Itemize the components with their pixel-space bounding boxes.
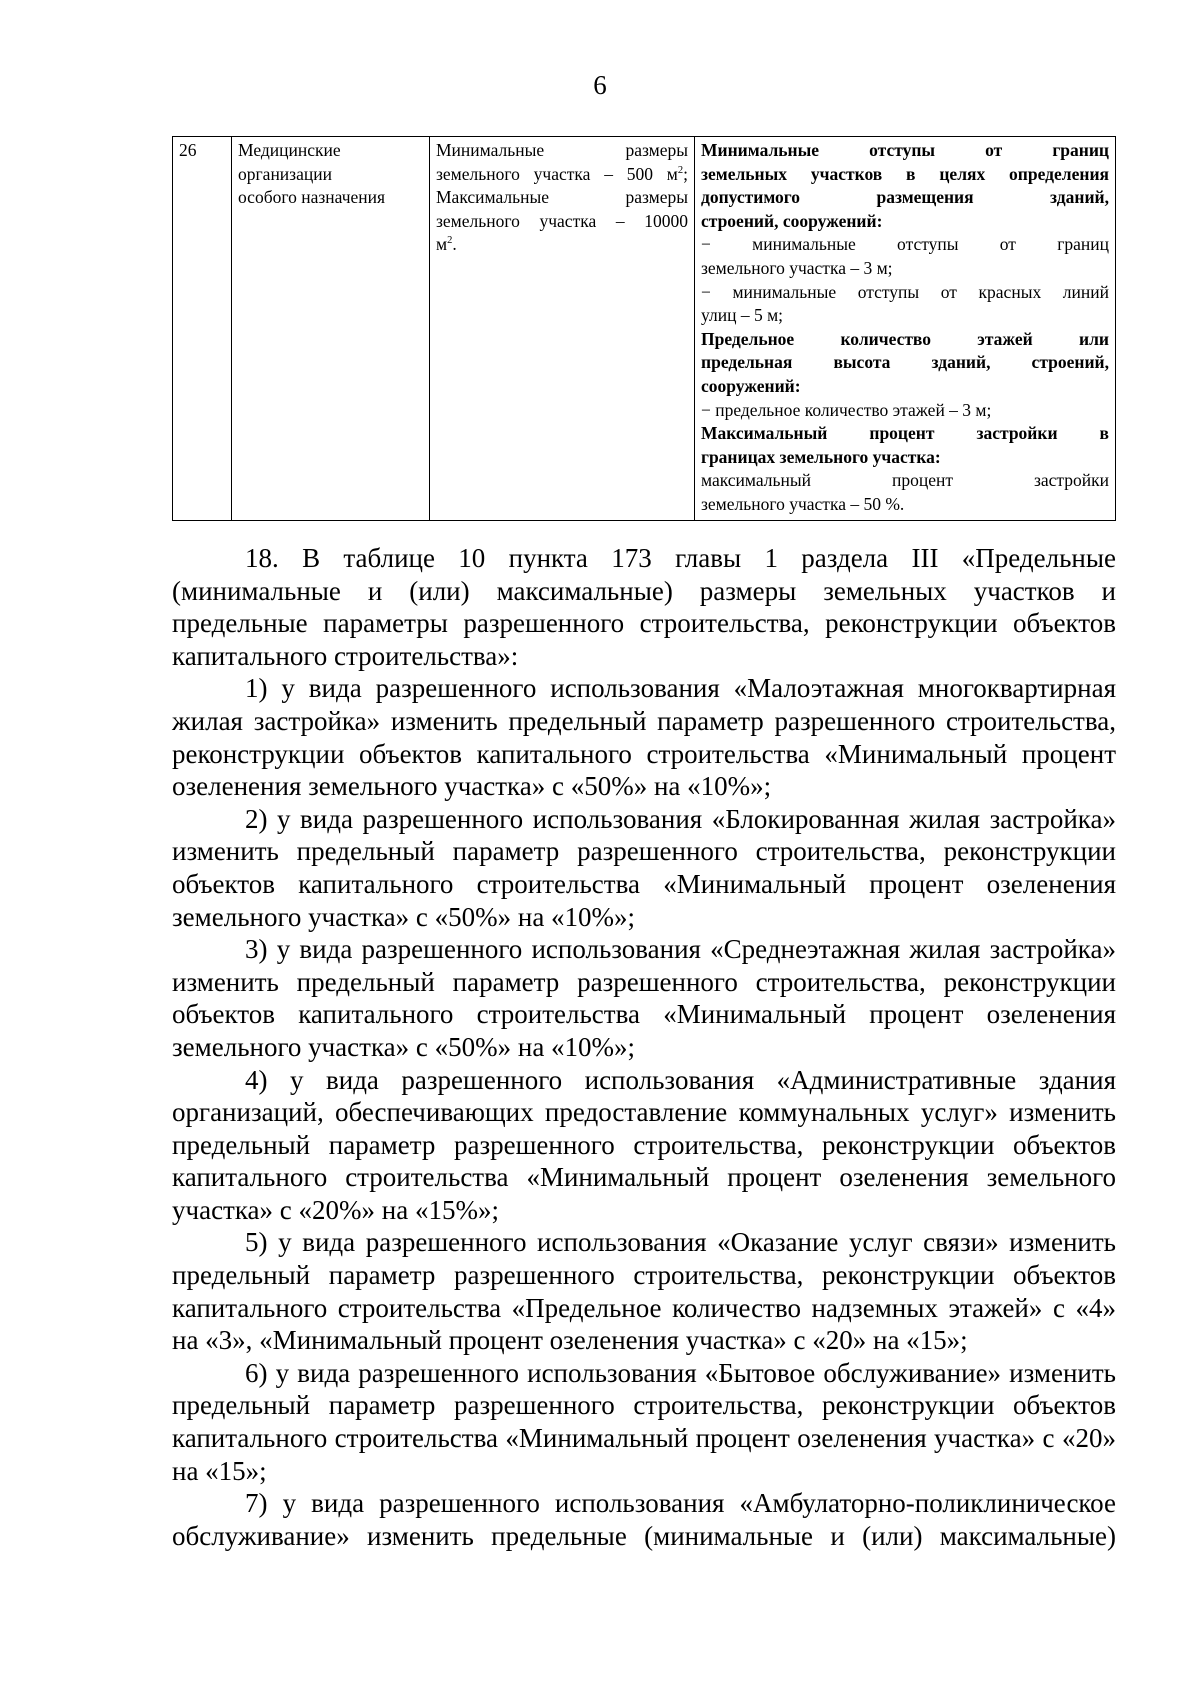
paragraph: 2) у вида разрешенного использования «Блокированная жилая застройка» изменить предельный параметр разрешенного строительства, реконструкции объектов капитального строительства «Минимальный процент озеленения земельного участка» с «50%» на «10%»; xyxy=(172,803,1116,932)
paragraph: 7) у вида разрешенного использования «Амбулаторно-поликлиническое обслуживание» изменить предельные (минимальные и (или) максимальные) xyxy=(172,1488,1116,1551)
plot-size-limits xyxy=(430,137,695,521)
params-line: Минимальные отступы от границ xyxy=(701,140,1109,160)
use-type-name xyxy=(232,137,430,521)
params-line: предельная высота зданий, строений, xyxy=(701,352,1109,373)
size-line: $м^2$. xyxy=(436,234,457,255)
name-line: особого назначения xyxy=(238,187,386,208)
params-line: земельного участка – 50 %. xyxy=(701,493,905,514)
paragraph: 5) у вида разрешенного использования «Оказание услуг связи» изменить предельный параметр разрешенного строительства, реконструкции объектов капитального строительства «Предельное количество надземных этажей» с «4» на «3», «Минимальный процент озеленения участка» с «20» на «15»; xyxy=(172,1227,1116,1356)
params-line: земельных участков в целях определения xyxy=(701,163,1109,184)
page-number: 6 xyxy=(593,70,607,100)
paragraph: 4) у вида разрешенного использования «Административные здания организаций, обеспечивающих предоставление коммунальных услуг» изменить предельный параметр разрешенного строительства, реконструкции объектов капитального строительства «Минимальный процент озеленения земельного участка» с «20%» на «15%»; xyxy=(172,1064,1116,1225)
size-line: земельного участка – 10000 xyxy=(436,210,688,231)
size-line: Минимальные размеры xyxy=(436,140,688,160)
params-line: земельного участка – 3 м; xyxy=(701,257,893,278)
params-line: Максимальный процент застройки в xyxy=(701,423,1109,444)
size-line: земельного участка – 500 $м^2$; xyxy=(436,163,688,184)
params-line: максимальный процент застройки xyxy=(701,470,1109,491)
params-line: улиц – 5 м; xyxy=(701,305,784,326)
params-line: сооружений: xyxy=(701,375,801,396)
paragraph: 18. В таблице 10 пункта 173 главы 1 раздела III «Предельные (минимальные и (или) максимальные) размеры земельных участков и предельные параметры разрешенного строительства, реконструкции объектов капитального строительства»: xyxy=(172,543,1116,671)
document-body xyxy=(172,542,1116,1552)
row-number: 26 xyxy=(173,137,232,521)
paragraph: 6) у вида разрешенного использования «Бытовое обслуживание» изменить предельный параметр разрешенного строительства, реконструкции объектов капитального строительства «Минимальный процент озеленения участка» с «20» на «15»; xyxy=(172,1357,1116,1486)
params-line: − предельное количество этажей – 3 м; xyxy=(701,399,992,420)
params-line: − минимальные отступы от границ xyxy=(701,234,1109,255)
params-line: − минимальные отступы от красных линий xyxy=(701,281,1109,302)
name-line: Медицинские xyxy=(238,140,341,160)
paragraph: 3) у вида разрешенного использования «Среднеэтажная жилая застройка» изменить предельный параметр разрешенного строительства, реконструкции объектов капитального строительства «Минимальный процент озеленения земельного участка» с «50%» на «10%»; xyxy=(172,934,1116,1062)
params-line: допустимого размещения зданий, xyxy=(701,187,1109,208)
params-line: границах земельного участка: xyxy=(701,446,941,467)
paragraph: 1) у вида разрешенного использования «Малоэтажная многоквартирная жилая застройка» изменить предельный параметр разрешенного строительства, реконструкции объектов капитального строительства «Минимальный процент озеленения земельного участка» с «50%» на «10%»; xyxy=(172,673,1116,802)
params-line: Предельное количество этажей или xyxy=(701,328,1109,349)
regulations-table xyxy=(172,136,1116,521)
name-line: организации xyxy=(238,163,332,184)
params-line: строений, сооружений: xyxy=(701,210,883,231)
construction-parameters xyxy=(695,137,1116,521)
size-line: Максимальные размеры xyxy=(436,187,688,208)
table-row xyxy=(173,137,1116,521)
